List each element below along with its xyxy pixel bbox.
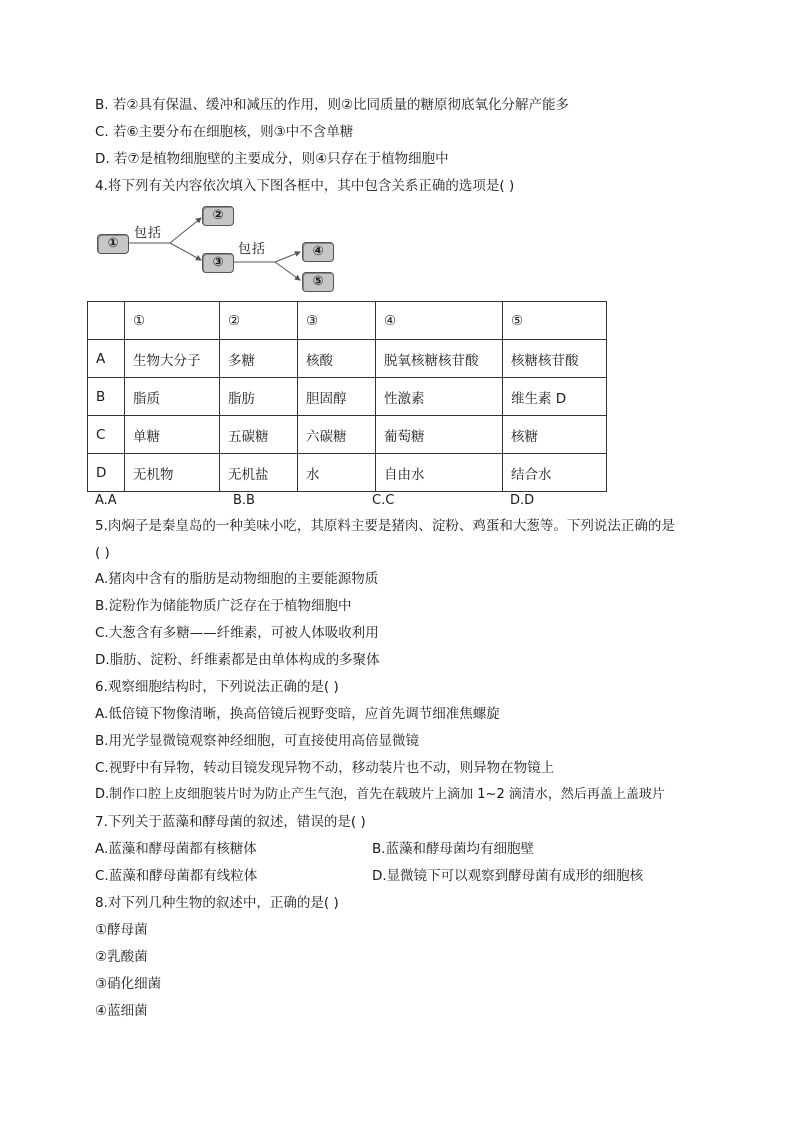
table-cell: 脱氧核糖核苷酸 xyxy=(376,340,503,378)
q3-option-c: C. 若⑥主要分布在细胞核，则③中不含单糖 xyxy=(95,124,354,140)
table-cell: 水 xyxy=(298,454,376,492)
table-cell: 生物大分子 xyxy=(125,340,220,378)
diagram-arrows xyxy=(0,0,400,300)
q8-item: ①酵母菌 xyxy=(95,922,148,938)
table-header-row xyxy=(88,302,607,340)
table-cell: 六碳糖 xyxy=(298,416,376,454)
q4-answer-c: C.C xyxy=(372,493,395,508)
table-cell: C xyxy=(88,416,125,454)
table-cell: 脂肪 xyxy=(220,378,298,416)
q5-stem-paren: ( ) xyxy=(95,545,110,561)
table-cell: 结合水 xyxy=(503,454,607,492)
diagram-label-include-1: 包括 xyxy=(134,226,163,241)
q8-item: ④蓝细菌 xyxy=(95,1003,148,1019)
table-cell: D xyxy=(88,454,125,492)
q4-answer-b: B.B xyxy=(233,493,255,508)
diagram-node-3: ③ xyxy=(202,253,234,273)
q5-option-a: A.猪肉中含有的脂肪是动物细胞的主要能源物质 xyxy=(95,571,379,587)
table-cell: ① xyxy=(125,302,220,340)
q8-item: ③硝化细菌 xyxy=(95,976,162,992)
table-cell: ⑤ xyxy=(503,302,607,340)
q5-option-b: B.淀粉作为储能物质广泛存在于植物细胞中 xyxy=(95,598,352,614)
q8-item: ②乳酸菌 xyxy=(95,949,148,965)
q4-answer-d: D.D xyxy=(510,493,535,508)
table-cell: 无机物 xyxy=(125,454,220,492)
q3-option-d: D. 若⑦是植物细胞壁的主要成分，则④只存在于植物细胞中 xyxy=(95,151,449,167)
q4-options-table xyxy=(87,301,607,492)
table-row xyxy=(88,340,607,378)
diagram-node-5: ⑤ xyxy=(302,272,334,292)
table-cell: 核糖核苷酸 xyxy=(503,340,607,378)
q8-stem: 8.对下列几种生物的叙述中，正确的是( ) xyxy=(95,895,339,911)
q6-option-d: D.制作口腔上皮细胞装片时为防止产生气泡，首先在载玻片上滴加 1~2 滴清水，然后再盖上盖玻片 xyxy=(95,787,665,802)
q6-option-c: C.视野中有异物，转动目镜发现异物不动，移动装片也不动，则异物在物镜上 xyxy=(95,760,555,776)
table-cell: 性激素 xyxy=(376,378,503,416)
table-cell: 单糖 xyxy=(125,416,220,454)
q7-option-c: C.蓝藻和酵母菌都有线粒体 xyxy=(95,868,258,884)
diagram-label-include-2: 包括 xyxy=(238,242,267,257)
diagram-node-4: ④ xyxy=(302,242,334,262)
q6-option-a: A.低倍镜下物像清晰，换高倍镜后视野变暗，应首先调节细准焦螺旋 xyxy=(95,706,500,722)
diagram-node-2: ② xyxy=(202,206,234,226)
diagram-node-1: ① xyxy=(97,234,129,254)
table-cell: A xyxy=(88,340,125,378)
q6-stem: 6.观察细胞结构时，下列说法正确的是( ) xyxy=(95,679,339,695)
table-cell: 葡萄糖 xyxy=(376,416,503,454)
table-cell: 脂质 xyxy=(125,378,220,416)
table-cell: ② xyxy=(220,302,298,340)
q7-option-b: B.蓝藻和酵母菌均有细胞壁 xyxy=(372,841,535,857)
table-row xyxy=(88,378,607,416)
q5-option-d: D.脂肪、淀粉、纤维素都是由单体构成的多聚体 xyxy=(95,652,380,668)
q7-option-d: D.显微镜下可以观察到酵母菌有成形的细胞核 xyxy=(372,868,644,884)
q6-option-b: B.用光学显微镜观察神经细胞，可直接使用高倍显微镜 xyxy=(95,733,420,749)
q7-stem: 7.下列关于蓝藻和酵母菌的叙述，错误的是( ) xyxy=(95,814,366,830)
table-cell: 胆固醇 xyxy=(298,378,376,416)
table-cell: 多糖 xyxy=(220,340,298,378)
table-cell: 维生素 D xyxy=(503,378,607,416)
table-cell xyxy=(88,302,125,340)
q3-option-b: B. 若②具有保温、缓冲和减压的作用，则②比同质量的糖原彻底氧化分解产能多 xyxy=(95,97,570,113)
table-cell: ④ xyxy=(376,302,503,340)
table-row xyxy=(88,416,607,454)
table-cell: 自由水 xyxy=(376,454,503,492)
table-row xyxy=(88,454,607,492)
q4-stem: 4.将下列有关内容依次填入下图各框中，其中包含关系正确的选项是( ) xyxy=(95,178,515,194)
q5-stem: 5.肉焖子是秦皇岛的一种美味小吃，其原料主要是猪肉、淀粉、鸡蛋和大葱等。下列说法正确的是 xyxy=(95,518,675,534)
table-cell: B xyxy=(88,378,125,416)
q7-option-a: A.蓝藻和酵母菌都有核糖体 xyxy=(95,841,257,857)
q5-option-c: C.大葱含有多糖——纤维素，可被人体吸收利用 xyxy=(95,625,379,641)
q4-answer-a: A.A xyxy=(95,493,117,508)
table-cell: 核酸 xyxy=(298,340,376,378)
table-cell: 五碳糖 xyxy=(220,416,298,454)
table-cell: 无机盐 xyxy=(220,454,298,492)
table-cell: ③ xyxy=(298,302,376,340)
table-cell: 核糖 xyxy=(503,416,607,454)
